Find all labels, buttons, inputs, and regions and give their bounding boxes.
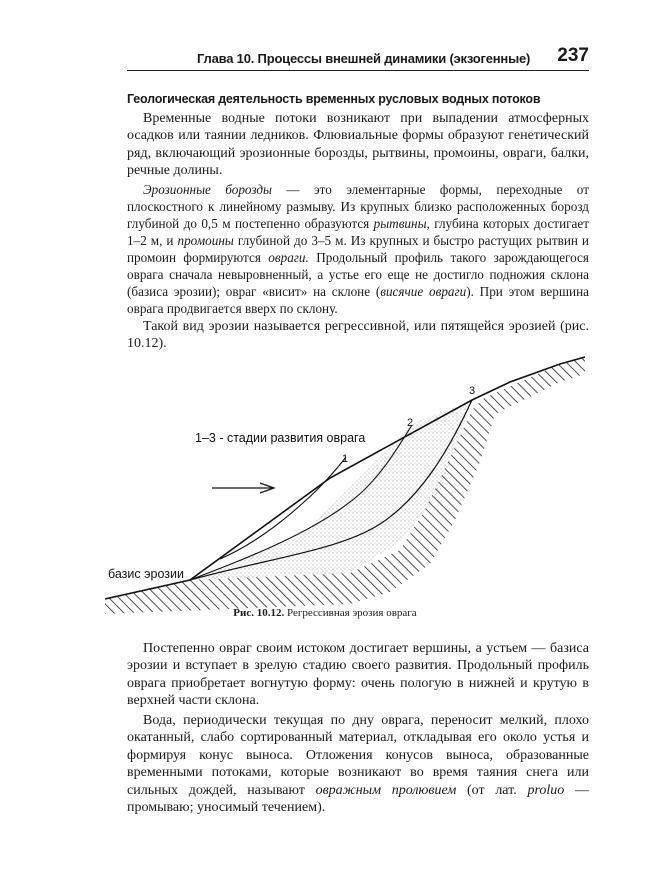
paragraph-2-text-b: , глубина которых достигает 1–2 м, и xyxy=(127,216,589,248)
term-rytviny: рытвины xyxy=(373,216,427,231)
caption-number: Рис. 10.12. xyxy=(233,607,285,619)
paragraph-2-text-a: — это элементарные формы, переходные от плоскостного к линейному размыву. Из крупных близко расположенных борозд глубиной до 0,5 м постепенно образуются xyxy=(127,182,589,231)
paragraph-5 xyxy=(127,712,589,816)
paragraph-2-text-e: ). При этом вершина оврага продвигается вверх по склону. xyxy=(127,284,589,316)
stages-label: 1–3 - стадии развития оврага xyxy=(195,431,366,445)
page-header xyxy=(127,45,589,71)
paragraph-2-text-d: Продольный профиль такого зарождающегося оврага сначала невыровненный, а устье его еще не достигло подножия склона (базиса эрозии); овраг «висит» на склоне ( xyxy=(127,250,589,299)
paragraph-3: Такой вид эрозии называется регрессивной, или пятящейся эрозией (рис. 10.12). xyxy=(127,319,589,352)
paragraph-5-text-b: (от лат. xyxy=(456,782,528,798)
gully-erosion-diagram xyxy=(100,352,600,617)
term-erosion-furrows: Эрозионные борозды xyxy=(143,182,272,197)
term-ravine-proluvium: овражным пролювием xyxy=(315,782,457,798)
chapter-title: Глава 10. Процессы внешней динамики (экзогенные) xyxy=(197,51,531,66)
figure-caption xyxy=(0,607,650,619)
paragraph-2 xyxy=(127,181,589,317)
caption-text: Регрессивная эрозия оврага xyxy=(284,607,417,619)
flow-arrow xyxy=(212,483,274,493)
term-hanging-gullies: висячие овраги xyxy=(380,284,467,299)
stage-1-number: 1 xyxy=(342,453,349,465)
stage-2-number: 2 xyxy=(407,417,414,429)
erosion-base-label: базис эрозии xyxy=(108,567,184,581)
paragraph-2-text-c: глубиной до 3–5 м. Из крупных и быстро растущих рытвин и промоин формируются xyxy=(127,233,589,265)
stage-3-number: 3 xyxy=(469,385,476,397)
term-proluo: proluo xyxy=(527,782,565,798)
paragraph-1: Временные водные потоки возникают при выпадении атмосферных осадков или таянии ледников. Флювиальные формы образуют генетический ряд, включающий эрозионные борозды, рытвины, промоины, овраги, балки, речные долины. xyxy=(127,111,589,179)
paragraph-5-text-a: Вода, периодически текущая по дну оврага, переносит мелкий, плохо окатанный, слабо сортированный материал, откладывая его около устья и формируя конус выноса. Отложения конусов выноса, образованные временными потоками, которые возникают во время таяния снега или сильных дождей, называют xyxy=(127,713,589,798)
figure-10-12 xyxy=(100,352,600,617)
section-title: Геологическая деятельность временных русловых водных потоков xyxy=(127,92,541,106)
term-ovragi: овраги. xyxy=(268,250,309,265)
paragraph-4: Постепенно овраг своим истоком достигает вершины, а устьем — базиса эрозии и вступает в зрелую стадию своего развития. Продольный профиль оврага приобретает вогнутую форму: очень пологую в нижней и крутую в верхней части склона. xyxy=(127,641,589,709)
paragraph-5-text-c: — промываю; уносимый течением). xyxy=(127,782,590,816)
page-number: 237 xyxy=(557,45,589,66)
term-promoiny: промоины xyxy=(177,233,234,248)
